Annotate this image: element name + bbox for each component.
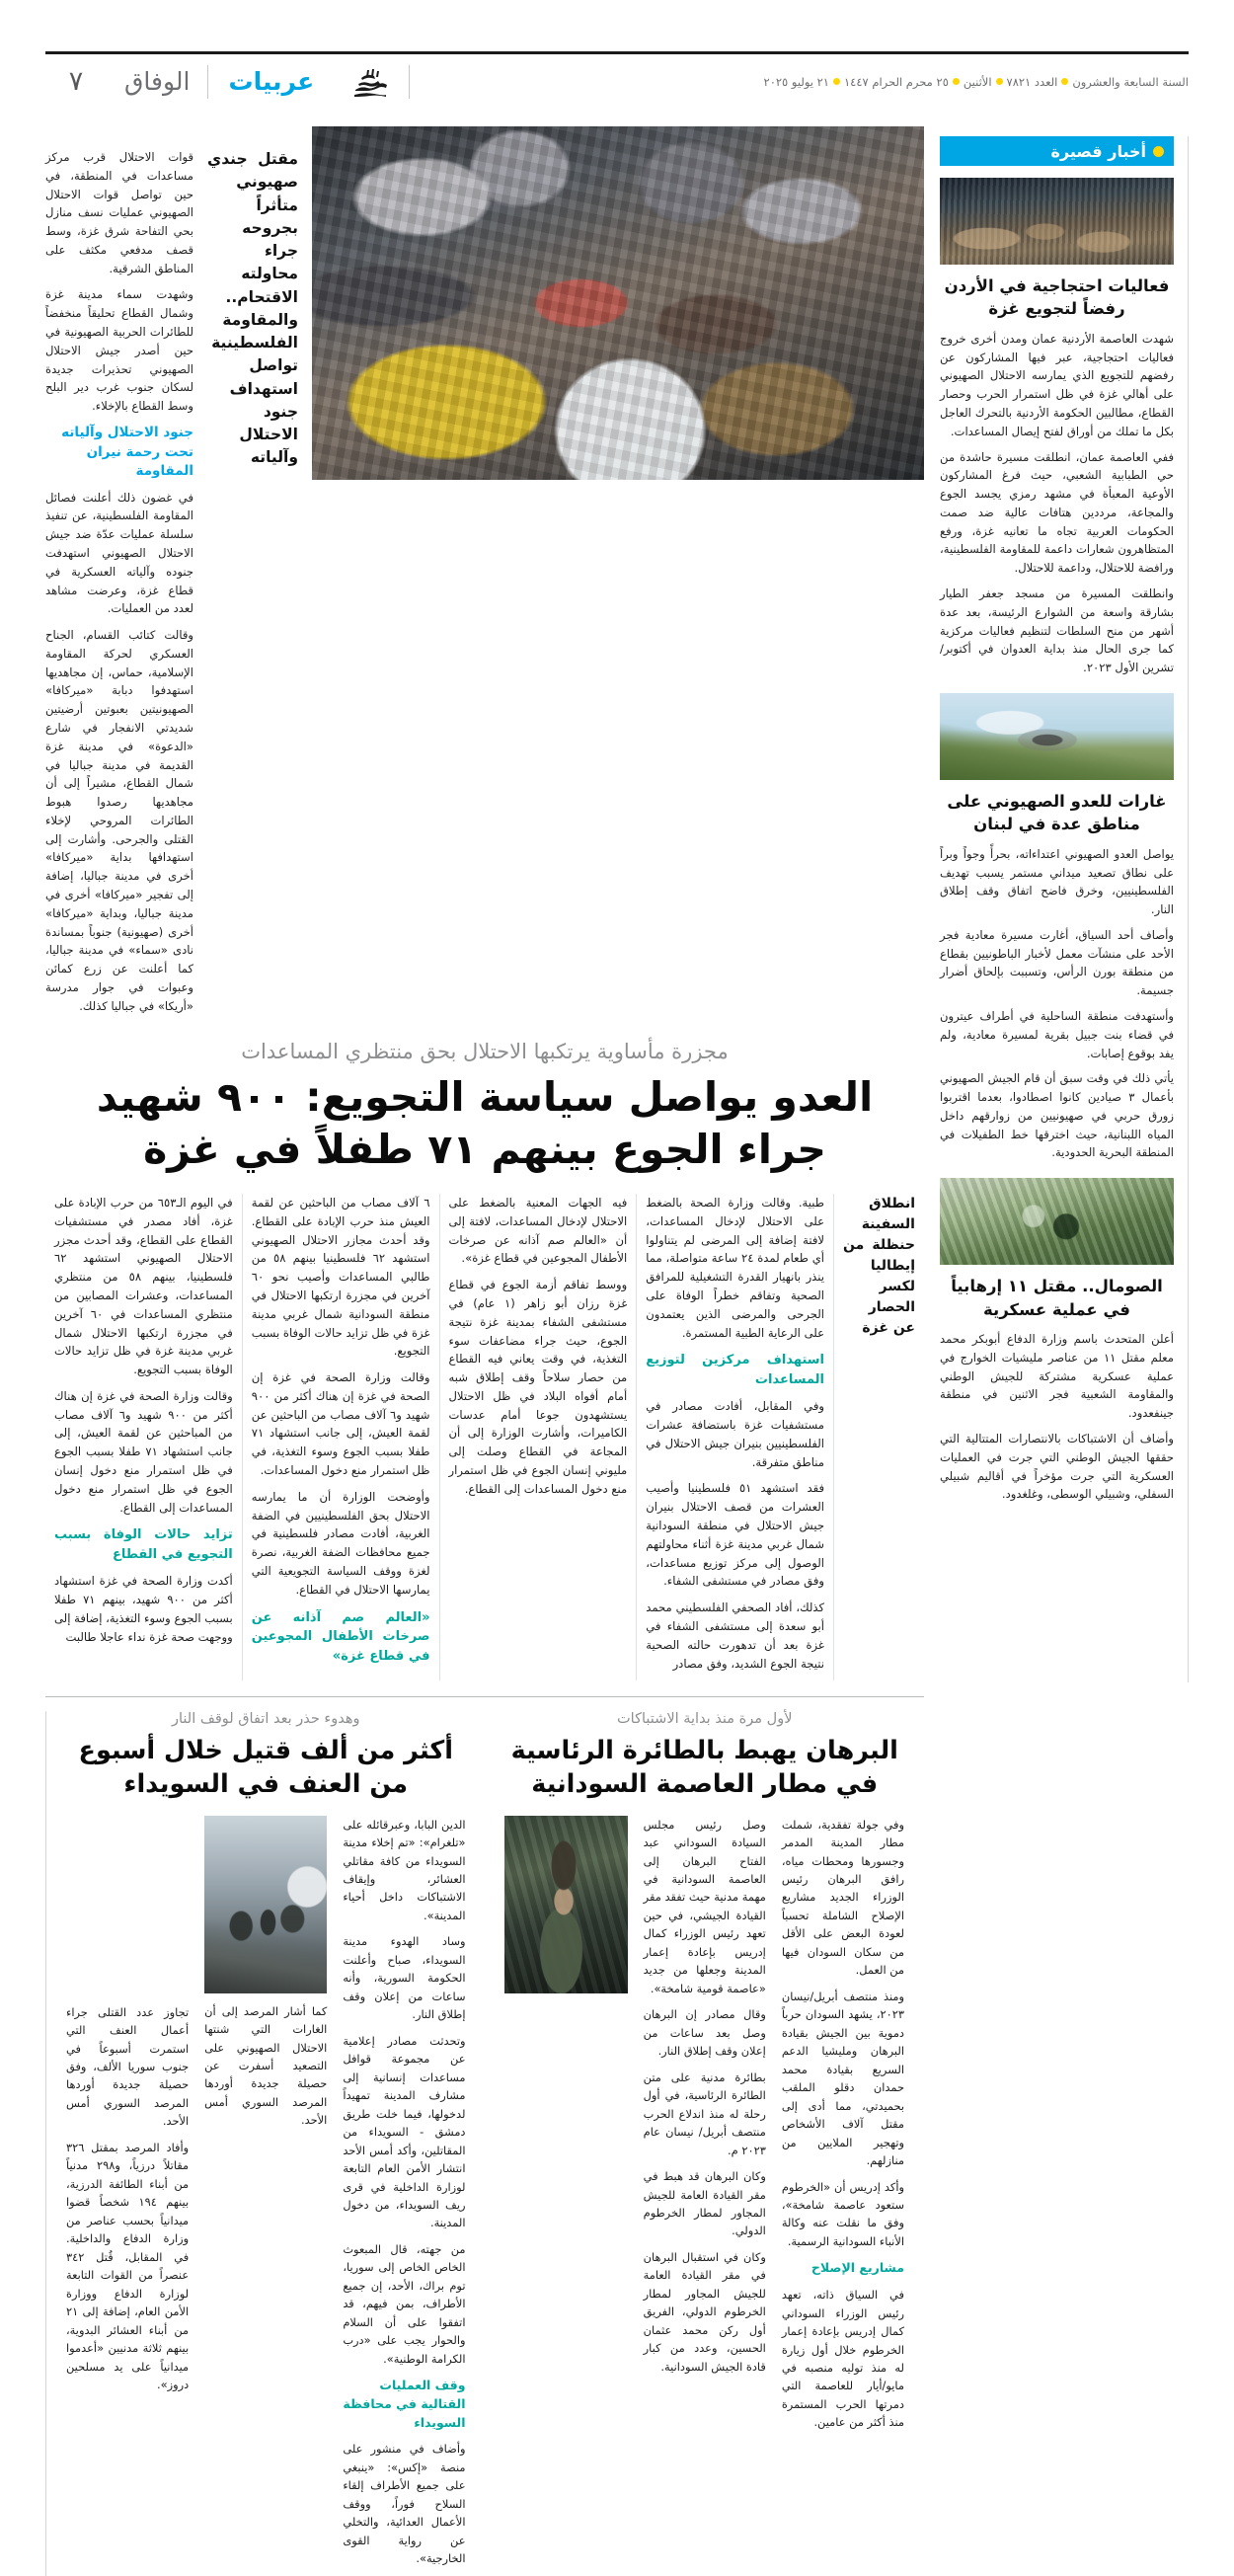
paragraph: بطائرة مدنية على متن الطائرة الرئاسية، في أول رحلة له منذ اندلاع الحرب منتصف أبريل/ نيسان عام ٢٠٢٣ م.	[643, 2069, 766, 2157]
top-story-kicker: مجزرة مأساوية يرتكبها الاحتلال بحق منتظري المساعدات	[241, 1039, 729, 1063]
sidebar-header	[940, 136, 1174, 166]
short-news-sidebar	[940, 136, 1189, 1682]
bottom-stories	[45, 1711, 924, 2575]
masthead-divider-2	[207, 65, 208, 99]
top-story-headline: العدو يواصل سياسة التجويع: ٩٠٠ شهيد جراء الجوع بينهم ٧١ طفلاً في غزة	[96, 1072, 874, 1173]
top-story-rail-right	[207, 126, 298, 470]
paragraph: وأصاف أحد السياق، أغارت مسيرة معادية فجر الأحد على منشآت معمل لأخبار الباطونيين بقطاع من منطقة بورن الرأس، وتسببت بإلحاق أضرار جسيمة.	[940, 927, 1174, 998]
top-story-body	[45, 1194, 924, 1680]
paragraph: وفي جولة تفقدية، شملت مطار المدينة المدمر وجسورها ومحطات مياه، رافق البرهان رئيس الوزراء الجديد مشاريع الإصلاح الشاملة تحسباً لعودة البعض على الأقل من سكان السودان فيها من العمل.	[781, 1817, 904, 1978]
sidebar-article-title: فعاليات احتجاجية في الأردن رفضاً لتجويع غزة	[944, 276, 1170, 319]
subheading-teal: «العالم صم آذانه عن صرخات الأطفال المجوعين في قطاع غزة»	[251, 1609, 430, 1664]
bottom-story-syria[interactable]	[45, 1711, 486, 2575]
paragraph: في غضون ذلك أعلنت فصائل المقاومة الفلسطينية، عن تنفيذ سلسلة عمليات عدّة ضد جيش الاحتلال الصهيوني استهدفت جنوده وآلياته العسكرية في قطاع غزة، وعرضت مشاهد لعدد من العمليات.	[45, 490, 193, 616]
paragraph: وقالت كتائب القسام، الجناح العسكري لحركة المقاومة الإسلامية، حماس، إن مجاهديها استهدفوا دبابة «ميركافا» الصهيونيتين بعبوتين أرضيتين شديدتي الانفجار في شارع «الدعوة» في مدينة غزة القديمة في مدينة جباليا في شمال القطاع، مشيراً إلى أن مجاهديها رصدوا هبوط الطائرات المروحي لإخلاء القتلى والجرحى. وأشارت إلى استهدافها بداية «ميركافا» أخرى في مدينة جباليا، إضافة إلى تفجير «ميركافا» أخرى في مدينة جباليا، وبداية «ميركافا» أخرى (صهيونية) جنوباً بمساندة نادى «سماء» في مدينة جباليا، كما أعلنت عن زرع كمائن وعبوات في جوار مدرسة «أريكا» في جباليا كذلك.	[45, 628, 193, 1013]
sudan-column-1	[636, 1816, 774, 2440]
paragraph: ٦ آلاف مصاب من الباحثين عن لقمة العيش منذ حرب الإبادة على القطاع. وقد أحدث مجازر الاحتلال الصهيوني استشهد ٦٢ فلسطينيا بينهم ٥٨ من طالبي المساعدات وأصيب نحو ٦٠ آخرين في مجزرة ارتكبها الاحتلال في منطقة السودانية شمال غربي مدينة غزة في ظل تزايد حالات الوفاة بسبب التجويع.	[251, 1196, 430, 1359]
subheading-teal: وقف العمليات القتالية في محافظة السويداء	[343, 2378, 466, 2430]
bullet-dot-icon	[833, 78, 840, 85]
top-story-column-3	[439, 1194, 637, 1680]
sidebar-article-lebanon[interactable]	[940, 693, 1174, 1162]
paragraph: في السياق ذاته، تعهد رئيس الوزراء السوداني كمال إدريس بإعادة إعمار الخرطوم خلال أول زيارة له منذ توليه منصبه في مايو/أيار للعاصمة التي دمرتها الحرب المستمرة منذ أكثر من عامين.	[781, 2288, 904, 2430]
paragraph: وأكد إدريس أن «الخرطوم ستعود عاصمة شامخة»، وفق ما نقلت عنه وكالة الأنباء السودانية الرسمية.	[781, 2179, 904, 2248]
sidebar-article-body	[940, 845, 1174, 1163]
paragraph: وشهدت سماء مدينة غزة وشمال القطاع تحليقاً منخفضاً للطائرات الحربية الصهيونية في حين أصدر جيش الاحتلال الصهيوني تحذيرات جديدة لسكان جنوب غرب دير البلح وسط القطاع بالإخلاء.	[45, 287, 193, 414]
paragraph: شهدت العاصمة الأردنية عمان ومدن أخرى خروج فعاليات احتجاجية، عبر فيها المشاركون عن رفضهم للتجويع الذي يمارسه الاحتلال الصهيوني على أهالي غزة في ظل استمرار الحرب وحصار القطاع، مطالبين الحكومة الأردنية بالتحرك العاجل بكل ما تملك من أوراق لفتح إيصال المساعدات.	[940, 331, 1174, 438]
lebanon-airstrike-photo	[940, 693, 1174, 780]
masthead	[45, 51, 1189, 109]
bullet-dot-icon	[996, 78, 1003, 85]
syria-column-3	[58, 1816, 196, 2576]
paragraph: وكان البرهان قد هبط في مقر القيادة العامة للجيش المجاور لمطار الخرطوم الدولي.	[643, 2169, 766, 2238]
gaza-aid-crowd-photo	[312, 126, 924, 480]
paragraph: ووسط تفاقم أزمة الجوع في قطاع غزة رزان أبو زاهر (١ عام) في مستشفى الشفاء بمدينة غزة نتيجة الجوع، حيث جراء مضاعفات سوء التغذية، في وقت يعاني فيه القطاع من حصار سلاحاً وقف إطلاق شبه أمام أفواه البلاد في ظل الاحتلال يستشهدون جوعا أمام عدسات الكاميرات، وأشارت الوزارة إلى أن المجاعة في القطاع وصلت إلى مليوني إنسان الجوع في ظل استمرار منع دخول المساعدات إلى القطاع.	[448, 1278, 628, 1496]
paragraph: وتحدثت مصادر إعلامية عن مجموعة قوافل مساعدات إنسانية إلى مشارف المدينة تمهيداً لدخولها، فيما خلت طريق دمشق - السويداء من المقاتلين، وأكد أمس الأحد انتشار الأمن العام التابعة لوزارة الداخلية في قرى ريف السويداء، من دخول المدينة.	[343, 2033, 466, 2230]
top-story-column-2	[242, 1194, 439, 1680]
sidebar-article-somalia[interactable]	[940, 1178, 1174, 1504]
main-column	[45, 126, 924, 2566]
somalia-military-photo	[940, 1178, 1174, 1265]
sidebar-article-body	[940, 1330, 1174, 1504]
paragraph: وصل رئيس مجلس السيادة السوداني عبد الفتاح البرهان إلى العاصمة السودانية في مهمة مدنية حيث تفقد مقر القيادة الجيشي، في حين تعهد رئيس الوزراء كمال إدريس بإعادة إعمار المدينة وجعلها من جديد «عاصمة قومية شامخة».	[643, 1817, 766, 1995]
masthead-dateline	[762, 75, 1189, 89]
paragraph: الدين البابا، وعبرقائله على «تلغرام»: «تم إخلاء مدينة السويداء من كافة مقاتلي العشائر، وإيقاف الاشتباكات داخل أحياء المدينة».	[343, 1817, 466, 1922]
dateline-hijri: ٢٥ محرم الحرام ١٤٤٧	[843, 74, 949, 89]
paragraph: ومنذ منتصف أبريل/نيسان ٢٠٢٣، يشهد السودان حرباً دموية بين الجيش بقيادة البرهان ومليشيا الدعم السريع بقيادة محمد حمدان دقلو الملقب بحميدتي، مما أدى إلى مقتل آلاف الأشخاص وتهجير الملايين من منازلهم.	[781, 1989, 904, 2168]
paragraph: وقالت وزارة الصحة في غزة إن هناك أكثر من ٩٠٠ شهيد و٦ آلاف مصاب من المباحثين عن لقمة العيش، إلى جانب استشهاد ٧١ طفلا بسبب الجوع في ظل استمرار منع دخول إنسان الجوع في ظل استمرار منع دخول المساعدات إلى القطاع.	[54, 1388, 233, 1515]
syria-photo-column	[196, 1816, 335, 2576]
paragraph: وانطلقت المسيرة من مسجد جعفر الطيار بشارقة واسعة من الشوارع الرئيسة، بعد عدة أشهر من منح السلطات لتنظيم فعاليات مركزية كما جرى الحال منذ بداية العدوان في أكتوبر/ تشرين الأول ٢٠٢٣.	[940, 586, 1174, 675]
bullet-dot-icon	[1061, 78, 1068, 85]
sudan-column-2	[774, 1816, 912, 2440]
bottom-story-kicker: لأول مرة منذ بداية الاشتباكات	[617, 1711, 793, 1728]
paragraph: وساد الهدوء مدينة السويداء، صباح وأعلنت الحكومة السورية، وأنه ساعات من إعلان وقف إطلاق النار.	[343, 1934, 466, 2022]
paragraph: وأضاف في منشور على منصة «إكس»: «ينبغي على جميع الأطراف إلقاء السلاح فوراً، ووقف الأعمال العدائية، والتخلي عن رواية القوى الخارجية».	[343, 2442, 466, 2566]
dateline-gregorian: ٢١ يوليو ٢٠٢٥	[763, 74, 829, 89]
section-title[interactable]: عربيات	[228, 67, 315, 96]
paragraph: كذلك، أفاد الصحفي الفلسطيني محمد أبو سعدة إلى مستشفى الشفاء في غزة بعد أن تدهورت حالته الصحية نتيجة الجوع الشديد، وفق مصادر	[646, 1600, 824, 1671]
subheading-teal: مشاريع الإصلاح	[810, 2260, 904, 2276]
top-story-body-rail	[833, 1194, 924, 1680]
section-divider	[45, 1696, 924, 1697]
paragraph: وقال مصادر إن البرهان وصل بعد ساعات من إعلان وقف إطلاق النار.	[643, 2007, 766, 2059]
rail-headline-1: مقتل جندي صهيوني متأثراً بجروحه جراء محاولته الاقتحام.. والمقاومة الفلسطينية تواصل استهداف جنود الاحتلال وآلياته	[207, 150, 298, 467]
paper-name: الوفاق	[124, 67, 191, 96]
top-story-column-4	[636, 1194, 833, 1680]
paragraph: وأفاد المرصد بمقتل ٣٢٦ مقاتلاً درزياً، و٢٩٨ مدنياً من أبناء الطائفة الدرزية، بينهم ١٩٤ شخصاً قضوا ميدانياً بحسب عناصر من وزارة الدفاع والداخلية. في المقابل، قُتل ٣٤٢ عنصراً من القوات التابعة لوزارة الدفاع ووزارة الأمن العام، إضافة إلى ٢١ من أبناء العشائر البدوية، بينهم ثلاثة مدنيين «أعدموا ميدانياً على يد مسلحين دروز».	[65, 2140, 190, 2391]
paragraph: من جهته، قال المبعوث الخاص الخاص إلى سوريا، توم براك، الأحد، إن جميع الأطراف، بمن فيهم، قد اتفقوا على أن السلام والحوار يجب على «درب الكرامة الوطنية».	[343, 2241, 466, 2366]
paragraph: تجاوز عدد القتلى جراء أعمال العنف التي استمرت أسبوعاً في جنوب سوريا الألف، وفق حصيلة جديدة أوردها المرصد السوري أمس الأحد.	[65, 2004, 190, 2129]
rail-headline-2: انطلاق السفينة حنظلة من إيطاليا لكسر الحصار عن غزة	[843, 1196, 915, 1337]
masthead-divider	[409, 65, 410, 99]
dateline-weekday: الأثنين	[963, 74, 992, 89]
paragraph: أعلن المتحدث باسم وزارة الدفاع أبوبكر محمد معلم مقتل ١١ من عناصر مليشيات الخوارج في عملية عسكرية مشتركة للجيش الوطني والمقاومة الشعبية فجر الاثنين في منطقة جينفعدود.	[940, 1332, 1174, 1421]
paragraph: ففي العاصمة عمان، انطلقت مسيرة حاشدة من حي الطبابية الشعبي، حيث فرغ المشاركون الأوعية المعبأة في مشهد رمزي يجسد الجوع والمجاعة، مرددين هتافات عالية ضد صمت الحكومات العربية تجاه ما تعانيه غزة، ورفع المتظاهرون شعارات داعمة للمقاومة الفلسطينية، ورافضة للاحتلال، وداعمة للاحتلال.	[940, 449, 1174, 576]
bottom-story-headline: البرهان يهبط بالطائرة الرئاسية في مطار العاصمة السودانية	[510, 1736, 898, 1800]
dateline-issue: العدد ٧٨٢١	[1006, 74, 1058, 89]
burhan-portrait-photo	[504, 1816, 627, 1993]
top-story-column-1	[45, 1194, 242, 1680]
bottom-story-sudan[interactable]	[486, 1711, 925, 2575]
subheading-teal: استهداف مركزين لتوزيع المساعدات	[646, 1353, 824, 1387]
paragraph: فيه الجهات المعنية بالضغط على الاحتلال لإدخال المساعدات، لافتة إلى أن «العالم صم آذانه عن صرخات الأطفال المجوعين في قطاع غزة».	[448, 1196, 628, 1266]
page-number: ٧	[68, 66, 84, 97]
subheading-blue: جنود الاحتلال وآلياته تحت رحمة نيران المقاومة	[61, 424, 193, 480]
yellow-dot-icon	[1153, 146, 1164, 157]
paragraph: وكان في استقبال البرهان في مقر القيادة العامة للجيش المجاور لمطار الخرطوم الدولي، الفريق أول ركن محمد عثمان الحسين، وعدد من كبار قادة الجيش السودانية.	[643, 2249, 766, 2374]
paragraph: وفي المقابل، أفادت مصادر في مستشفيات غزة باستضافة عشرات الفلسطينيين بنيران جيش الاحتلال في مناطق متفرقة.	[646, 1399, 824, 1469]
sudan-photo-column	[497, 1816, 635, 2440]
top-story-lead-column	[45, 126, 193, 1024]
photo-layer-texture	[312, 126, 924, 480]
syria-security-forces-photo	[204, 1816, 327, 1993]
wifaq-logo-icon[interactable]	[349, 62, 393, 102]
subheading-teal: تزايد حالات الوفاة بسبب التجويع في القطاع	[54, 1527, 233, 1562]
paragraph: وقالت وزارة الصحة في غزة إن الصحة في غزة إن هناك أكثر من ٩٠٠ شهيد و٦ آلاف مصاب من الباحثين عن لقمة العيش، إلى جانب استشهاد ٧١ طفلا بسبب الجوع وسوء التغذية، في ظل استمرار منع دخول المساعدات.	[251, 1370, 430, 1478]
paragraph: يواصل العدو الصهيوني اعتداءاته، بحرأً وجواً وبراً على نطاق تصعيد ميداني مستمر يسبب تهديف الفلسطينيين، وخرق فاضح اتفاق وقف إطلاق النار.	[940, 846, 1174, 917]
paragraph: طبية. وقالت وزارة الصحة بالضغط على الاحتلال لإدخال المساعدات، لافتة إضافة إلى المرضى لم يتناولوا أي طعام لمدة ٢٤ ساعة متواصلة، مما ينذر بانهيار القدرة التشغيلية للمرافق الصحية وتفاقم خطراً الوفاة على الجرحى والمرضى الذين يعتمدون على الرعاية الطبية المستمرة.	[646, 1196, 824, 1340]
sidebar-article-title: الصومال.. مقتل ١١ إرهابياً في عملية عسكرية	[951, 1277, 1163, 1319]
paragraph: وأضاف أن الاشتباكات بالانتصارات المتتالية التي حققها الجيش الوطني التي جرت في العمليات العسكرية التي جرت مؤخراً في أقاليم شبيلي السفلي، وشبيلي الوسطى، وغلغدود.	[940, 1432, 1174, 1502]
paragraph: كما أشار المرصد إلى أن الغارات التي شنتها الاحتلال الصهيوني على التصعيد أسفرت عن حصيلة جديدة أوردها المرصد السوري أمس الأحد.	[204, 2003, 328, 2128]
page-content	[45, 126, 1189, 2566]
paragraph: وأوضحت الوزارة أن ما يمارسه الاحتلال بحق الفلسطينيين في الضفة الغربية، أفادت مصادر فلسطينية في جميع محافظات الضفة الغربية، نصرة لغزة ووقف السياسة التجويعية التي يمارسها الاحتلال في القطاع.	[251, 1489, 430, 1597]
paragraph: قوات الاحتلال قرب مركز مساعدات في المنطقة، في حين تواصل قوات الاحتلال الصهيوني عمليات نسف منازل بحي التفاحة شرق غزة، وسط قصف مدفعي مكثف على المناطق الشرقية.	[45, 150, 193, 275]
sidebar-header-label: أخبار قصيرة	[1050, 141, 1146, 161]
paragraph: يأتي ذلك في وقت سبق أن قام الجيش الصهيوني بأعمال ٣ صيادين كانوا اصطادوا، بعدما اقتربوا زورق حربي في صهيونيين من زوارقهم داخل المياه اللبنانية، حيث اخترقها خط الطفيلات في المنطقة البحرية الحدودية.	[940, 1071, 1174, 1160]
paragraph: أكدت وزارة الصحة في غزة استشهاد أكثر من ٩٠٠ شهيد، بينهم ٧١ طفلا بسبب الجوع وسوء التغذية، إضافة إلى ووجهت صحة غزة نداء عاجلا طالبت	[54, 1574, 233, 1644]
sidebar-article-body	[940, 330, 1174, 677]
jordan-protest-photo	[940, 178, 1174, 265]
dateline-year: السنة السابعة والعشرون	[1072, 74, 1189, 89]
paragraph: في اليوم الـ٦٥٣ من حرب الإبادة على غزة، أفاد مصدر في مستشفيات القطاع على القطاع، وقد أحدث مجزر الاحتلال الصهيوني استشهد ٦٢ فلسطينيا، بينهم ٥٨ من منتظري المساعدات، وعشرات المصابين من منتظري المساعدات في ٦٠ آخرين في مجزرة ارتكبها الاحتلال شمال غربي مدينة غزة في ظل تزايد حالات الوفاة بسبب التجويع.	[54, 1196, 233, 1377]
bottom-story-kicker: وهدوء حذر بعد اتفاق لوقف النار	[171, 1711, 360, 1728]
sidebar-article-title: غارات للعدو الصهيوني على مناطق عدة في لبنان	[947, 791, 1167, 834]
paragraph: فقد استشهد ٥١ فلسطينيا وأصيب العشرات من قصف الاحتلال بنيران جيش الاحتلال في منطقة السودانية شمال غربي مدينة غزة أثناء محاولتهم الوصول إلى مركز توزيع مساعدات، وفق مصادر في مستشفى الشفاء.	[646, 1481, 824, 1589]
bottom-story-headline: أكثر من ألف قتيل خلال أسبوع من العنف في السويداء	[78, 1736, 453, 1800]
syria-column-1	[335, 1816, 473, 2576]
top-story	[45, 126, 924, 1680]
sidebar-article-jordan[interactable]	[940, 178, 1174, 677]
paragraph: وأستهدفت منطقة الساحلية في أطراف عيترون في قضاء بنت جبيل بقرية لمسيرة معادية، ولم يفد بوقوع إصابات.	[940, 1009, 1174, 1060]
bullet-dot-icon	[953, 78, 960, 85]
